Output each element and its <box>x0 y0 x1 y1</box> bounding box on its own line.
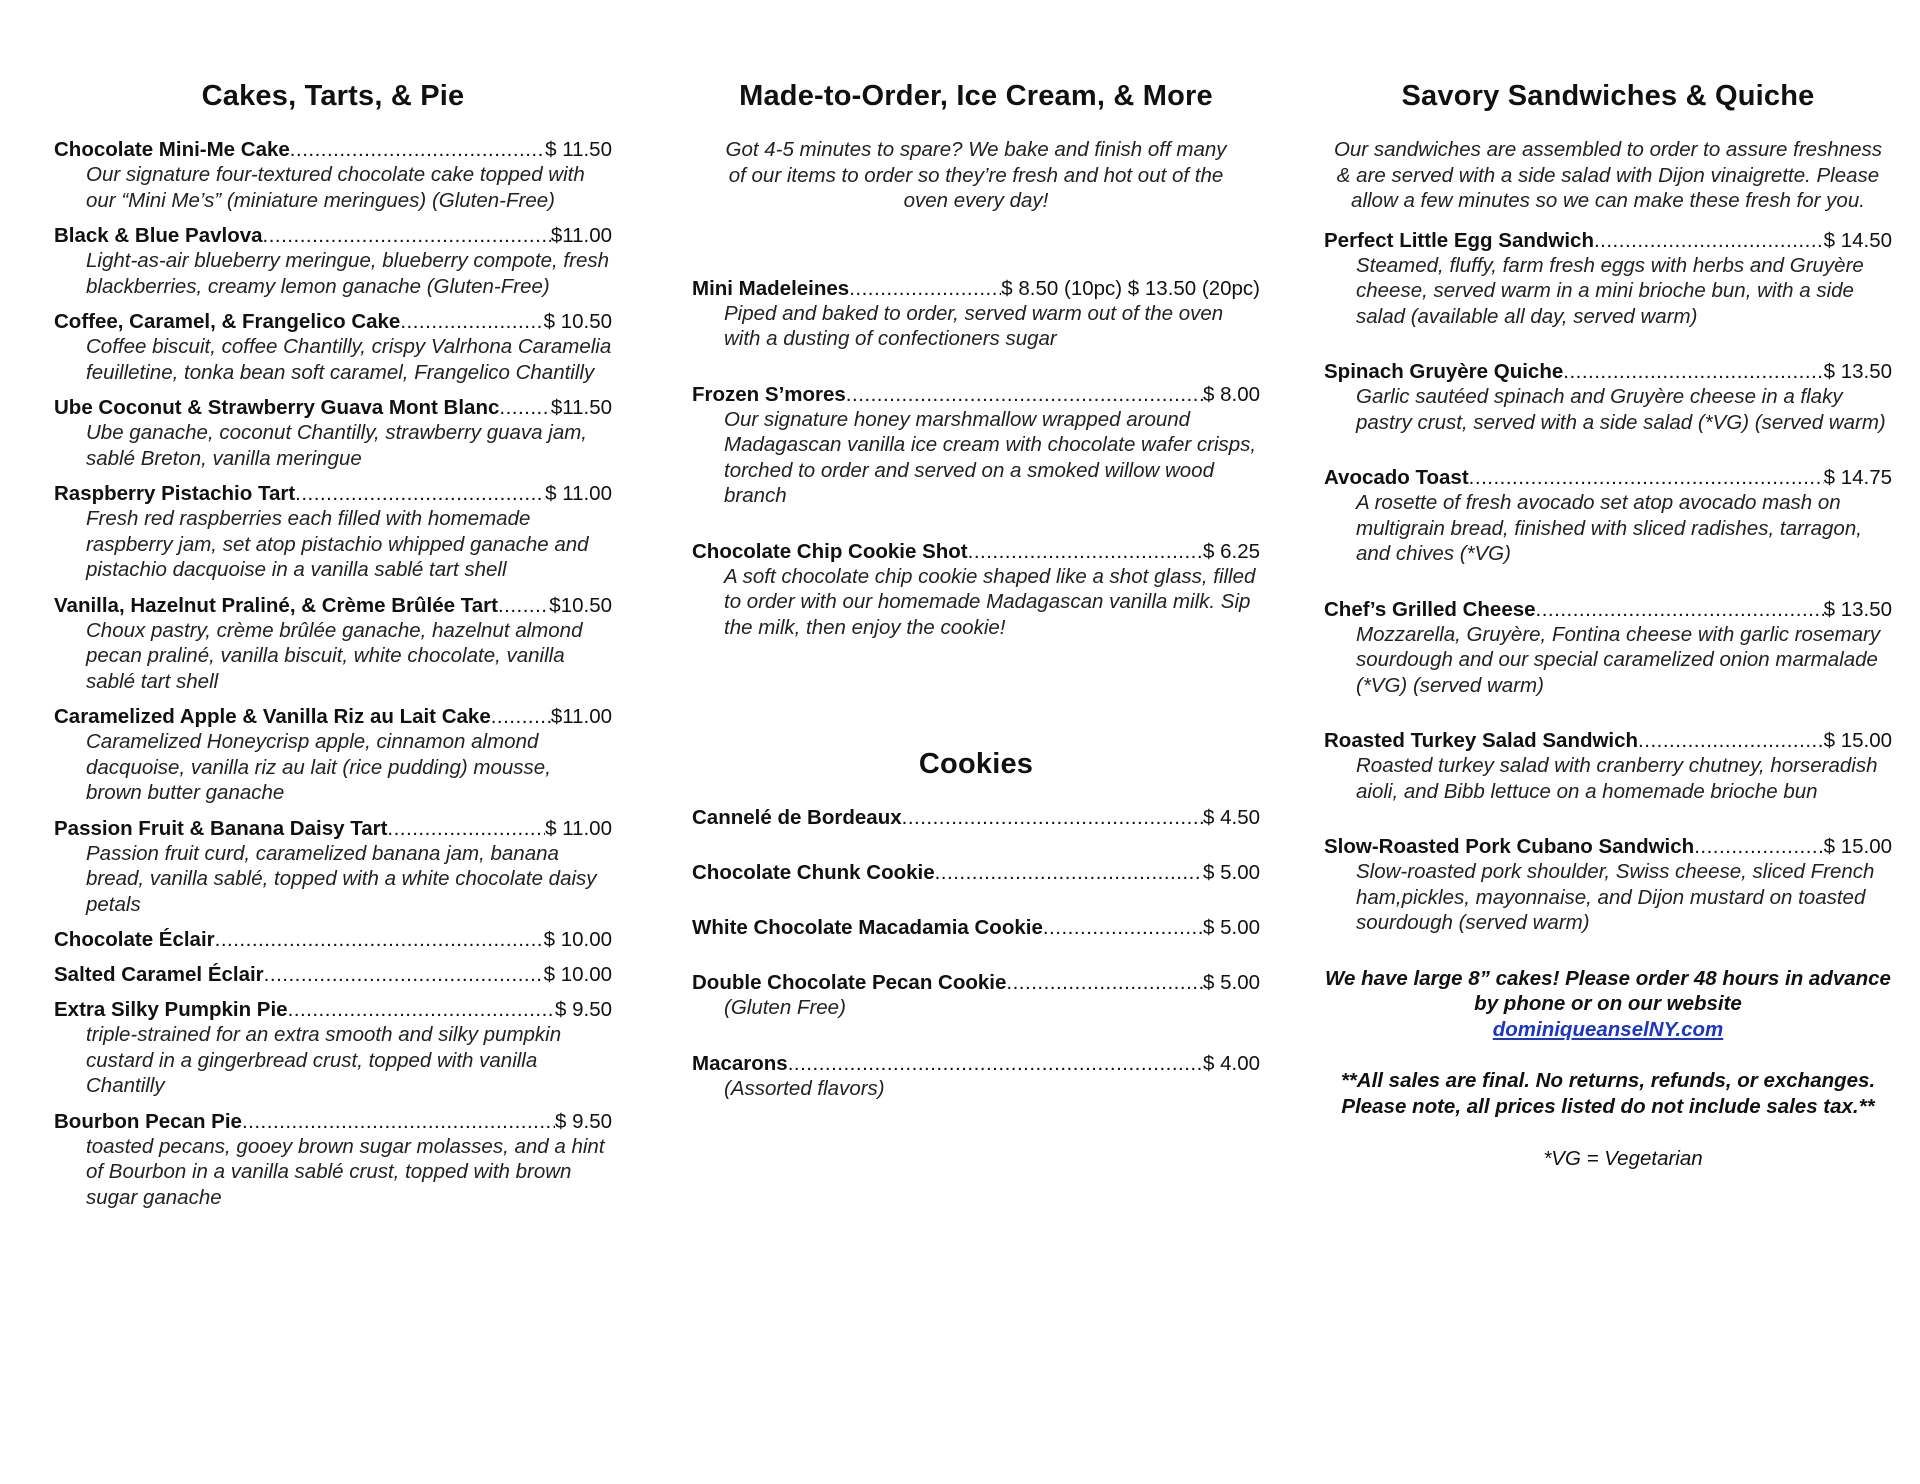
menu-item-line <box>1324 359 1892 384</box>
item-name: Chocolate Mini-Me Cake <box>54 138 290 161</box>
cake-order-text: We have large 8” cakes! Please order 48 hours in advance by phone or on our website <box>1325 966 1891 1015</box>
menu-item <box>54 395 612 471</box>
menu-item-line <box>54 704 612 729</box>
dot-leader <box>498 593 549 618</box>
item-name: Roasted Turkey Salad Sandwich <box>1324 729 1639 752</box>
menu-item <box>692 539 1260 641</box>
menu-item <box>692 1051 1260 1102</box>
dot-leader <box>400 309 543 334</box>
dot-leader <box>290 137 545 162</box>
item-name: Spinach Gruyère Quiche <box>1324 360 1564 383</box>
menu-item <box>692 970 1260 1021</box>
menu-item-line <box>54 137 612 162</box>
menu-item-line <box>1324 597 1892 622</box>
item-description: Choux pastry, crème brûlée ganache, hazelnut almond pecan praliné, vanilla biscuit, white chocolate, vanilla sablé tart shell <box>86 618 583 693</box>
menu-item <box>54 997 612 1099</box>
dot-leader <box>387 816 545 841</box>
dot-leader <box>264 962 544 987</box>
item-name: Chocolate Chunk Cookie <box>692 861 935 884</box>
menu-item-line <box>54 927 612 952</box>
item-price: $ 11.00 <box>545 816 612 840</box>
menu-item <box>1324 359 1892 435</box>
menu-item <box>692 276 1260 352</box>
item-price: $ 10.00 <box>543 928 612 951</box>
item-description: Slow-roasted pork shoulder, Swiss cheese, sliced French ham,pickles, mayonnaise, and Dijon mustard on toasted sourdough (served warm) <box>1356 860 1875 934</box>
item-description: Fresh red raspberries each filled with homemade raspberry jam, set atop pistachio whipped ganache and pistachio dacquoise in a vanilla sablé tart shell <box>86 507 589 581</box>
item-price: $ 14.75 <box>1823 466 1892 489</box>
menu-item <box>54 309 612 385</box>
menu-item <box>54 223 612 299</box>
dot-leader <box>491 704 551 729</box>
dot-leader <box>242 1109 555 1134</box>
item-description: Our signature four-textured chocolate cake topped with our “Mini Me’s” (miniature meringues) (Gluten-Free) <box>86 163 585 212</box>
item-price: $ 13.50 <box>1823 597 1892 621</box>
item-description: Mozzarella, Gruyère, Fontina cheese with garlic rosemary sourdough and our special caramelized onion marmalade (*VG) (served warm) <box>1356 622 1881 697</box>
dot-leader <box>1536 597 1824 622</box>
item-description: Roasted turkey salad with cranberry chutney, horseradish aioli, and Bibb lettuce on a homemade brioche bun <box>1356 754 1878 803</box>
item-name: Macarons <box>692 1051 788 1075</box>
cookies-list <box>692 805 1260 1101</box>
item-description: Garlic sautéed spinach and Gruyère cheese in a flaky pastry crust, served with a side salad (*VG) (served warm) <box>1356 385 1886 434</box>
item-name: Extra Silky Pumpkin Pie <box>54 998 288 1021</box>
item-price: $ 14.50 <box>1823 228 1892 252</box>
item-price: $ 9.50 <box>555 998 612 1021</box>
item-price: $ 5.00 <box>1203 971 1260 994</box>
item-description: Caramelized Honeycrisp apple, cinnamon almond dacquoise, vanilla riz au lait (rice pudding) mousse, brown butter ganache <box>86 730 551 804</box>
made-to-order-heading: Made-to-Order, Ice Cream, & More <box>739 80 1213 112</box>
item-price: $10.50 <box>549 593 612 617</box>
dot-leader <box>1594 228 1824 253</box>
menu-item <box>54 816 612 918</box>
menu-item-line <box>54 593 612 618</box>
item-description: Coffee biscuit, coffee Chantilly, crispy Valrhona Caramelia feuilletine, tonka bean soft caramel, Frangelico Chantilly <box>86 335 612 384</box>
item-price: $ 8.50 (10pc) $ 13.50 (20pc) <box>1001 276 1260 300</box>
item-price: $11.50 <box>550 396 612 419</box>
item-price: $ 4.50 <box>1203 806 1260 829</box>
item-description: Passion fruit curd, caramelized banana jam, banana bread, vanilla sablé, topped with a white chocolate daisy petals <box>86 841 597 916</box>
menu-item <box>54 704 612 806</box>
menu-item <box>54 927 612 952</box>
menu-item-line <box>692 382 1260 407</box>
menu-item-line <box>54 997 612 1022</box>
menu-item-line <box>692 805 1260 830</box>
menu-item-line <box>1324 728 1892 753</box>
menu-item <box>1324 597 1892 699</box>
savory-column <box>1324 80 1892 1171</box>
item-name: Vanilla, Hazelnut Praliné, & Crème Brûlée Tart <box>54 593 498 617</box>
item-name: Coffee, Caramel, & Frangelico Cake <box>54 310 401 333</box>
dot-leader <box>1638 728 1824 753</box>
item-price: $ 4.00 <box>1203 1051 1260 1075</box>
dot-leader <box>295 481 545 506</box>
item-description: toasted pecans, gooey brown sugar molasses, and a hint of Bourbon in a vanilla sablé crust, topped with brown sugar ganache <box>86 1134 605 1209</box>
menu-item <box>1324 834 1892 936</box>
dot-leader <box>849 276 1001 301</box>
menu-item <box>54 1109 612 1211</box>
item-name: Cannelé de Bordeaux <box>692 806 902 829</box>
dot-leader <box>1043 915 1203 940</box>
menu-item-line <box>54 1109 612 1134</box>
item-price: $11.00 <box>550 705 612 728</box>
menu-item <box>54 962 612 987</box>
sales-note-text: **All sales are final. No returns, refunds, or exchanges. Please note, all prices listed do not include sales tax.** <box>1340 1069 1876 1118</box>
item-description: triple-strained for an extra smooth and silky pumpkin custard in a gingerbread crust, topped with vanilla Chantilly <box>86 1023 562 1097</box>
item-name: Salted Caramel Éclair <box>54 963 264 986</box>
menu-item-line <box>692 915 1260 940</box>
dot-leader <box>499 395 550 420</box>
dot-leader <box>968 539 1203 564</box>
dot-leader <box>935 860 1203 885</box>
menu-item-line <box>54 309 612 334</box>
menu-item-line <box>1324 834 1892 859</box>
dot-leader <box>1006 970 1203 995</box>
item-price: $ 11.50 <box>545 138 612 161</box>
menu-item <box>692 915 1260 940</box>
item-price: $ 8.00 <box>1203 382 1260 406</box>
cakes-heading: Cakes, Tarts, & Pie <box>201 80 465 112</box>
item-name: Bourbon Pecan Pie <box>54 1109 242 1133</box>
item-description: A soft chocolate chip cookie shaped like a shot glass, filled to order with our homemade Madagascan vanilla milk. Sip the milk, then enjoy the cookie! <box>724 564 1256 639</box>
menu-item <box>692 382 1260 509</box>
menu-item-line <box>54 395 612 420</box>
dot-leader <box>215 927 544 952</box>
menu-item-line <box>1324 228 1892 253</box>
menu-item <box>54 593 612 695</box>
menu-item-line <box>692 276 1260 301</box>
menu-item-line <box>54 962 612 987</box>
item-description: Steamed, fluffy, farm fresh eggs with herbs and Gruyère cheese, served warm in a mini brioche bun, with a side salad (available all day, served warm) <box>1356 253 1864 328</box>
item-price: $ 10.50 <box>543 310 612 333</box>
item-name: Ube Coconut & Strawberry Guava Mont Blanc <box>54 396 500 419</box>
dot-leader <box>1694 834 1823 859</box>
item-name: Chocolate Chip Cookie Shot <box>692 539 968 563</box>
cakes-list <box>54 137 612 1210</box>
item-name: Raspberry Pistachio Tart <box>54 482 296 505</box>
made-to-order-intro: Got 4-5 minutes to spare? We bake and finish off many of our items to order so they’re fresh and hot out of the oven every day! <box>725 138 1227 212</box>
sales-note <box>1324 1068 1892 1119</box>
item-name: Avocado Toast <box>1324 466 1469 489</box>
savory-heading: Savory Sandwiches & Quiche <box>1401 80 1815 112</box>
menu-item-line <box>54 816 612 841</box>
menu-item <box>1324 228 1892 330</box>
dot-leader <box>788 1051 1203 1076</box>
item-price: $ 11.00 <box>545 482 612 505</box>
item-name: Passion Fruit & Banana Daisy Tart <box>54 816 388 840</box>
menu-item <box>54 137 612 213</box>
item-name: Mini Madeleines <box>692 276 850 300</box>
item-description: (Assorted flavors) <box>724 1076 885 1100</box>
item-name: Black & Blue Pavlova <box>54 224 263 247</box>
item-price: $ 13.50 <box>1823 360 1892 383</box>
item-description: Light-as-air blueberry meringue, blueberry compote, fresh blackberries, creamy lemon ganache (Gluten-Free) <box>86 249 610 298</box>
menu-item-line <box>54 481 612 506</box>
dot-leader <box>288 997 555 1022</box>
dot-leader <box>902 805 1203 830</box>
menu-item <box>692 860 1260 885</box>
menu-item <box>54 481 612 583</box>
item-price: $ 5.00 <box>1203 916 1260 939</box>
savory-intro: Our sandwiches are assembled to order to assure freshness & are served with a side salad with Dijon vinaigrette. Please allow a few minutes so we can make these fresh for you. <box>1333 138 1883 212</box>
dot-leader <box>263 223 551 248</box>
item-price: $ 6.25 <box>1203 539 1260 563</box>
cakes-column <box>54 80 612 1220</box>
item-name: Frozen S’mores <box>692 382 846 406</box>
menu-item-line <box>1324 465 1892 490</box>
menu-item-line <box>692 860 1260 885</box>
menu-item-line <box>54 223 612 248</box>
item-description: Our signature honey marshmallow wrapped around Madagascan vanilla ice cream with chocolate wafer crisps, torched to order and served on a smoked willow wood branch <box>724 407 1257 507</box>
made-to-order-list <box>692 276 1260 641</box>
item-price: $11.00 <box>550 224 612 247</box>
vg-legend: *VG = Vegetarian <box>1543 1147 1703 1170</box>
menu-item <box>1324 465 1892 567</box>
item-name: Double Chocolate Pecan Cookie <box>692 971 1007 994</box>
item-name: Slow-Roasted Pork Cubano Sandwich <box>1324 835 1695 858</box>
item-name: White Chocolate Macadamia Cookie <box>692 916 1043 939</box>
item-description: Piped and baked to order, served warm out of the oven with a dusting of confectioners sugar <box>724 301 1224 350</box>
cookies-heading: Cookies <box>918 748 1034 780</box>
menu-item-line <box>692 539 1260 564</box>
dot-leader <box>846 382 1203 407</box>
item-description: (Gluten Free) <box>724 996 846 1019</box>
item-price: $ 15.00 <box>1823 729 1892 752</box>
menu-item-line <box>692 1051 1260 1076</box>
item-price: $ 5.00 <box>1203 861 1260 884</box>
item-name: Caramelized Apple & Vanilla Riz au Lait Cake <box>54 705 491 728</box>
item-description: Ube ganache, coconut Chantilly, strawberry guava jam, sablé Breton, vanilla meringue <box>86 421 587 470</box>
item-name: Chocolate Éclair <box>54 928 215 951</box>
menu-item <box>692 805 1260 830</box>
dot-leader <box>1563 359 1823 384</box>
item-description: A rosette of fresh avocado set atop avocado mash on multigrain bread, finished with sliced radishes, tarragon, and chives (*VG) <box>1356 491 1862 565</box>
item-price: $ 10.00 <box>543 963 612 986</box>
menu-item <box>1324 728 1892 804</box>
item-name: Chef’s Grilled Cheese <box>1324 597 1536 621</box>
cake-order-note <box>1324 966 1892 1043</box>
item-name: Perfect Little Egg Sandwich <box>1324 228 1594 252</box>
menu-item-line <box>692 970 1260 995</box>
website-link[interactable]: dominiqueanselNY.com <box>1492 1017 1724 1041</box>
savory-list <box>1324 228 1892 936</box>
made-to-order-column <box>692 80 1260 1131</box>
dot-leader <box>1469 465 1824 490</box>
item-price: $ 15.00 <box>1823 835 1892 858</box>
item-price: $ 9.50 <box>555 1109 612 1133</box>
